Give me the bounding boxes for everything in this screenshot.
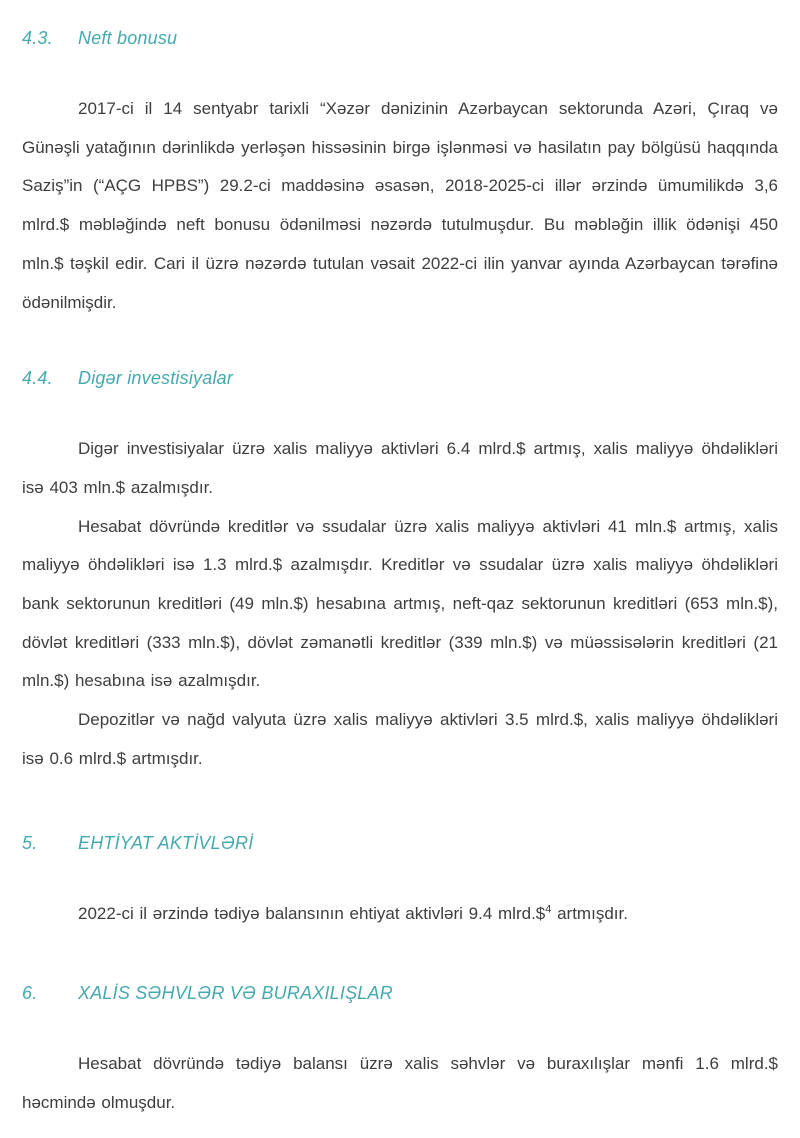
paragraph: Hesabat dövründə kreditlər və ssudalar üzrə xalis maliyyə aktivləri 41 mln.$ artmış, xalis maliyyə öhdəlikləri isə 1.3 mlrd.$ azalmışdır. Kreditlər və ssudalar üzrə xalis maliyyə öhdəlikləri bank sektorunun kreditləri (49 mln.$) hesabına artmış, neft-qaz sektorunun kreditləri (653 mln.$), dövlət kreditləri (333 mln.$), dövlət zəmanətli kreditlər (339 mln.$) və müəssisələrin kreditləri (21 mln.$) hesabına isə azalmışdır. [22,516,778,691]
footnote-reference: 4 [545,902,552,915]
paragraph: Depozitlər və nağd valyuta üzrə xalis maliyyə aktivləri 3.5 mlrd.$, xalis maliyyə öhdəlikləri isə 0.6 mlrd.$ artmışdır. [22,710,778,768]
section-6 [22,981,778,1122]
section-heading [22,981,778,1005]
section-title: Digər investisiyalar [78,368,234,389]
paragraph [22,895,778,934]
section-4-3 [22,26,778,322]
section-number: 4.4. [22,368,53,389]
section-heading [22,366,778,390]
section-number: 5. [22,832,38,853]
section-heading [22,26,778,50]
section-number: 6. [22,983,38,1004]
paragraph-text: artmışdır. [551,903,628,923]
paragraph: 2017-ci il 14 sentyabr tarixli “Xəzər dənizinin Azərbaycan sektorunda Azəri, Çıraq və Günəşli yatağının dərinlikdə yerləşən hissəsinin birgə işlənməsi və hasilatın pay bölgüsü haqqında Saziş”in (“AÇG HPBS”) 29.2-ci maddəsinə əsasən, 2018-2025-ci illər ərzində ümumilikdə 3,6 mlrd.$ məbləğində neft bonusu ödənilməsi nəzərdə tutulmuşdur. Bu məbləğin illik ödənişi 450 mln.$ təşkil edir. Cari il üzrə nəzərdə tutulan vəsait 2022-ci ilin yanvar ayında Azərbaycan tərəfinə ödənilmişdir. [22,99,778,312]
paragraph-text: 2022-ci il ərzində tədiyə balansının ehtiyat aktivləri 9.4 mlrd.$ [78,903,546,923]
paragraph: Hesabat dövründə tədiyə balansı üzrə xalis səhvlər və buraxılışlar mənfi 1.6 mlrd.$ həcmində olmuşdur. [22,1054,778,1112]
section-title: XALİS SƏHVLƏR VƏ BURAXILIŞLAR [78,983,393,1004]
section-title: Neft bonusu [78,28,178,48]
section-heading [22,831,778,855]
section-title: EHTİYAT AKTİVLƏRİ [78,832,254,853]
section-4-4 [22,366,778,778]
section-number: 4.3. [22,28,53,48]
section-5 [22,831,778,934]
paragraph: Digər investisiyalar üzrə xalis maliyyə aktivləri 6.4 mlrd.$ artmış, xalis maliyyə öhdəlikləri isə 403 mln.$ azalmışdır. [22,439,778,497]
